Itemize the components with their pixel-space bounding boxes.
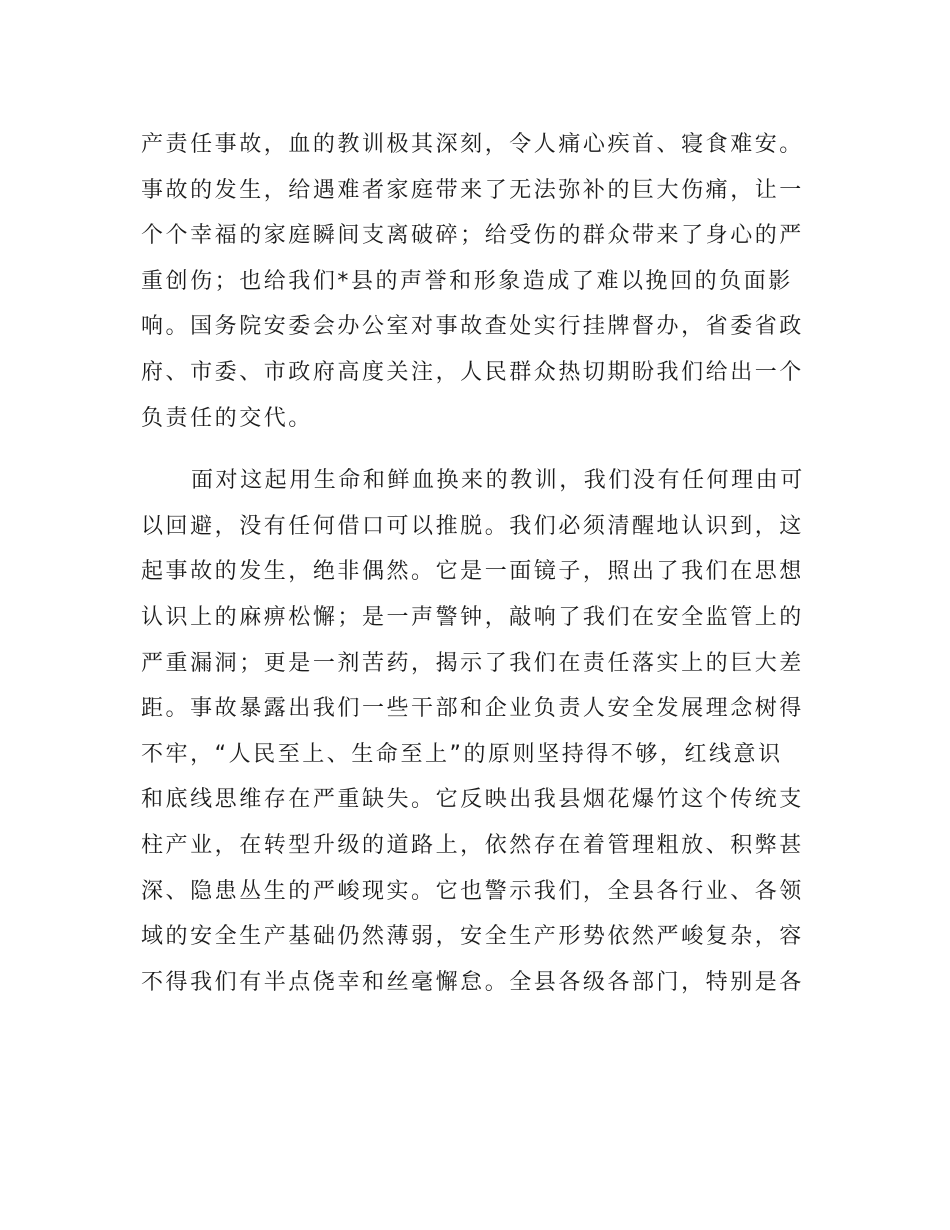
text-line: 个个幸福的家庭瞬间支离破碎；给受伤的群众带来了身心的严	[141, 223, 804, 249]
text-line: 产责任事故，血的教训极其深刻，令人痛心疾首、寝食难安。	[141, 132, 804, 157]
text-line: 严重漏洞；更是一剂苦药，揭示了我们在责任落实上的巨大差	[141, 650, 804, 676]
document-body	[141, 126, 821, 1009]
text-line: 柱产业，在转型升级的道路上，依然存在着管理粗放、积弊甚	[141, 832, 804, 858]
text-line: 负责任的交代。	[141, 405, 313, 431]
text-line: 不牢，“人民至上、生命至上”的原则坚持得不够，红线意识	[141, 741, 783, 767]
text-line: 起事故的发生，绝非偶然。它是一面镜子，照出了我们在思想	[141, 559, 804, 585]
text-line: 不得我们有半点侥幸和丝毫懈怠。全县各级各部门，特别是各	[141, 969, 804, 995]
paragraph-2	[141, 462, 821, 1009]
text-line: 距。事故暴露出我们一些干部和企业负责人安全发展理念树得	[141, 696, 804, 722]
text-line: 和底线思维存在严重缺失。它反映出我县烟花爆竹这个传统支	[141, 787, 804, 813]
text-line: 重创伤；也给我们*县的声誉和形象造成了难以挽回的负面影	[141, 268, 793, 294]
text-line: 域的安全生产基础仍然薄弱，安全生产形势依然严峻复杂，容	[141, 924, 804, 950]
text-line: 响。国务院安委会办公室对事故查处实行挂牌督办，省委省政	[141, 314, 804, 340]
paragraph-1	[141, 126, 821, 445]
text-line: 事故的发生，给遇难者家庭带来了无法弥补的巨大伤痛，让一	[141, 177, 804, 203]
text-line-indented: 面对这起用生命和鲜血换来的教训，我们没有任何理由可	[191, 468, 805, 494]
text-line: 深、隐患丛生的严峻现实。它也警示我们，全县各行业、各领	[141, 878, 804, 904]
text-line: 府、市委、市政府高度关注，人民群众热切期盼我们给出一个	[141, 359, 804, 385]
text-line: 以回避，没有任何借口可以推脱。我们必须清醒地认识到，这	[141, 513, 804, 539]
text-line: 认识上的麻痹松懈；是一声警钟，敲响了我们在安全监管上的	[141, 604, 804, 630]
